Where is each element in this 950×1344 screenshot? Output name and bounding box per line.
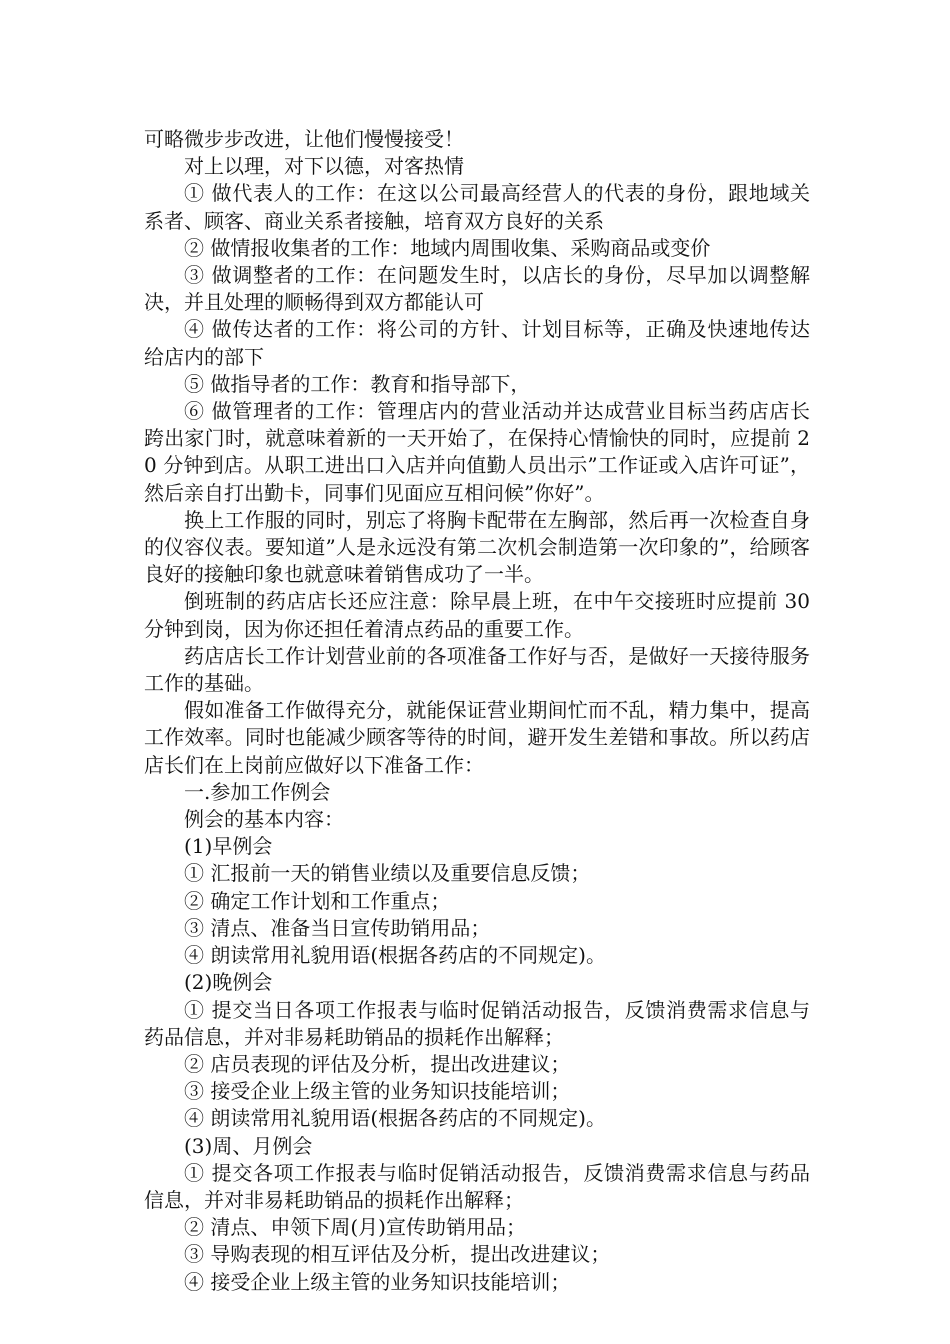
paragraph: 假如准备工作做得充分，就能保证营业期间忙而不乱，精力集中，提高工作效率。同时也能减少顾客等待的时间，避开发生差错和事故。所以药店店长们在上岗前应做好以下准备工作： <box>144 698 810 777</box>
paragraph: 换上工作服的同时，别忘了将胸卡配带在左胸部，然后再一次检查自身的仪容仪表。要知道”人是永远没有第二次机会制造第一次印象的”，给顾客良好的接触印象也就意味着销售成功了一半。 <box>144 507 810 587</box>
list-item: ① 提交当日各项工作报表与临时促销活动报告，反馈消费需求信息与药品信息，并对非易耗助销品的损耗作出解释； <box>144 997 810 1049</box>
paragraph: 例会的基本内容： <box>184 807 344 832</box>
list-item: ① 做代表人的工作：在这以公司最高经营人的代表的身份，跟地域关系者、顾客、商业关系者接触，培育双方良好的关系 <box>144 181 810 233</box>
paragraph: 药店店长工作计划营业前的各项准备工作好与否，是做好一天接待服务工作的基础。 <box>144 643 810 696</box>
list-item: ⑥ 做管理者的工作：管理店内的营业活动并达成营业目标当药店店长跨出家门时，就意味着新的一天开始了，在保持心情愉快的同时，应提前 20 分钟到店。从职工进出口入店并向值勤人员出示”工作证或入店许可证”，然后亲自打出勤卡，同事们见面应互相问候”你好”。 <box>144 399 810 505</box>
paragraph: 倒班制的药店店长还应注意：除早晨上班，在中午交接班时应提前 30 分钟到岗，因为你还担任着清点药品的重要工作。 <box>144 589 810 641</box>
paragraph: 可略微步步改进，让他们慢慢接受！ <box>144 127 464 151</box>
list-item: ② 清点、申领下周(月)宣传助销用品； <box>184 1215 526 1240</box>
list-item: ④ 接受企业上级主管的业务知识技能培训； <box>184 1269 571 1294</box>
subsection-heading: (3)周、月例会 <box>184 1133 313 1158</box>
list-item: ③ 接受企业上级主管的业务知识技能培训； <box>184 1079 571 1104</box>
list-item: ① 提交各项工作报表与临时促销活动报告，反馈消费需求信息与药品信息，并对非易耗助销品的损耗作出解释； <box>144 1160 810 1212</box>
list-item: ③ 导购表现的相互评估及分析，提出改进建议； <box>184 1242 611 1267</box>
subsection-heading: (1)早例会 <box>184 834 273 859</box>
paragraph: 对上以理，对下以德，对客热情 <box>184 154 464 179</box>
list-item: ③ 清点、准备当日宣传助销用品； <box>184 915 491 940</box>
list-item: ④ 做传达者的工作：将公司的方针、计划目标等，正确及快速地传达给店内的部下 <box>144 317 810 369</box>
list-item: ② 店员表现的评估及分析，提出改进建议； <box>184 1051 571 1076</box>
list-item: ③ 做调整者的工作：在问题发生时，以店长的身份，尽早加以调整解决，并且处理的顺畅得到双方都能认可 <box>144 263 810 315</box>
list-item: ⑤ 做指导者的工作：教育和指导部下， <box>184 371 531 396</box>
list-item: ② 确定工作计划和工作重点； <box>184 888 451 913</box>
document-page <box>144 126 810 1296</box>
list-item: ② 做情报收集者的工作：地域内周围收集、采购商品或变价 <box>184 235 711 260</box>
list-item: ④ 朗读常用礼貌用语(根据各药店的不同规定)。 <box>184 1106 606 1131</box>
list-item: ① 汇报前一天的销售业绩以及重要信息反馈； <box>184 861 591 886</box>
list-item: ④ 朗读常用礼貌用语(根据各药店的不同规定)。 <box>184 943 606 968</box>
section-heading: 一.参加工作例会 <box>184 779 331 804</box>
subsection-heading: (2)晚例会 <box>184 970 273 995</box>
